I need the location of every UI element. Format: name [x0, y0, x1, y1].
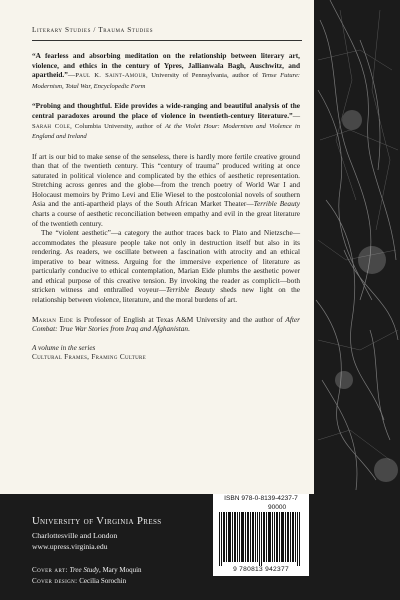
- author-name: Marian Eide: [32, 314, 74, 324]
- blurb-quote-1-affiliation: , University of Pennsylvania, author of: [146, 72, 262, 80]
- series-name: Cultural Frames, Framing Culture: [32, 353, 147, 362]
- description-1-part-b: charts a course of aesthetic reconciliation between empathy and evil in the great literature of the twentieth century.: [32, 209, 300, 228]
- barcode-bars: [219, 512, 303, 566]
- blurb-quote-1-dash: —: [67, 70, 76, 80]
- series-intro: A volume in the series: [32, 343, 96, 352]
- description-2-title: Terrible Beauty: [165, 285, 215, 295]
- author-bio-book: After Combat: True War Stories from Iraq and Afghanistan: [32, 314, 300, 334]
- cover-art-title: Tree Study: [69, 566, 99, 574]
- description-paragraph-1: [32, 152, 300, 228]
- price-code: 90000: [268, 504, 287, 511]
- cover-art-label: Cover art:: [32, 566, 68, 574]
- blurb-quote-2-author: Sarah Cole: [32, 122, 71, 130]
- blurb-quote-1-text: “A fearless and absorbing meditation on the relationship between literary art, violence, and ethics in the century of Ypres, Jallianwala Bagh, Auschwitz, and apartheid.”: [32, 51, 300, 80]
- blurb-quote-2-book: At the Violet Hour: Modernism and Violence in England and Ireland: [32, 122, 300, 141]
- cover-design-label: Cover design:: [32, 577, 78, 585]
- series-note: [32, 344, 300, 363]
- barcode-digits: 9 780813 942377: [233, 566, 289, 573]
- blurb-quote-1-author: Paul K. Saint-Amour: [75, 72, 147, 80]
- isbn-number: ISBN 978-0-8139-4237-7: [224, 495, 298, 502]
- blurb-quote-2-dash: —: [292, 110, 300, 120]
- publisher-url: www.upress.virginia.edu: [32, 542, 108, 551]
- isbn-barcode: [213, 494, 309, 576]
- description-2-part-a: The “violent aesthetic”—a category the author traces back to Plato and Nietzsche—accommodates the pleasure people take not only in destruction itself but also in its rendering. As readers, we oscillate between a fascination with atrocity and an ethical imperative to bear witness. Arguing for the immersive experience of literature as particularly conducive to ethical contemplation, Marian Eide plumbs the aesthetic power and ethical purpose of this creative tension. By invoking the reader as complicit—both stricken witness and enthralled voyeur—: [32, 228, 300, 295]
- subject-categories: Literary Studies / Trauma Studies: [32, 26, 154, 34]
- publisher-name: University of Virginia Press: [32, 516, 162, 527]
- blurb-quote-2-affiliation: , Columbia University, author of: [70, 122, 165, 130]
- cover-art-credit: [32, 566, 142, 574]
- author-bio-text: is Professor of English at Texas A&M University and the author of: [73, 314, 286, 324]
- publisher-footer: [0, 494, 400, 600]
- author-bio-end: .: [188, 324, 190, 334]
- description-1-part-a: If art is our bid to make sense of the senseless, there is hardly more fertile creative ground than that of the twentieth century. This “century of trauma” produced writing at once saturated in political violence and complicated by the ethics of aesthetic representation. Stretching across genres and the globe—from the trench poetry of World War I and Holocaust memoirs by Primo Levi and Elie Wiesel to the postcolonial novels of southern Asia and the anti-apartheid plays of the South African Market Theater—: [32, 151, 300, 209]
- divider-rule: [32, 40, 302, 41]
- description-1-title: Terrible Beauty: [253, 199, 300, 209]
- blurb-quote-2-text: “Probing and thoughtful. Eide provides a wide-ranging and beautiful analysis of the central paradoxes around the place of violence in twentieth-century literature.”: [32, 101, 300, 120]
- description-2-part-b: sheds new light on the relationship between violence, literature, and the moral burdens of art.: [32, 285, 300, 304]
- author-bio: [32, 315, 300, 334]
- cover-designer: Cecilia Sorochin: [79, 577, 127, 585]
- cover-art-artist: , Mary Moquin: [98, 566, 142, 574]
- description-paragraph-2: [32, 228, 300, 304]
- blurb-quote-2: [32, 101, 300, 141]
- blurb-quote-1-book: Tense Future: Modernism, Total War, Encyclopedic Form: [32, 72, 301, 90]
- blurb-quote-1: [32, 51, 300, 91]
- publisher-city: Charlottesville and London: [32, 531, 118, 540]
- cover-design-credit: [32, 577, 126, 585]
